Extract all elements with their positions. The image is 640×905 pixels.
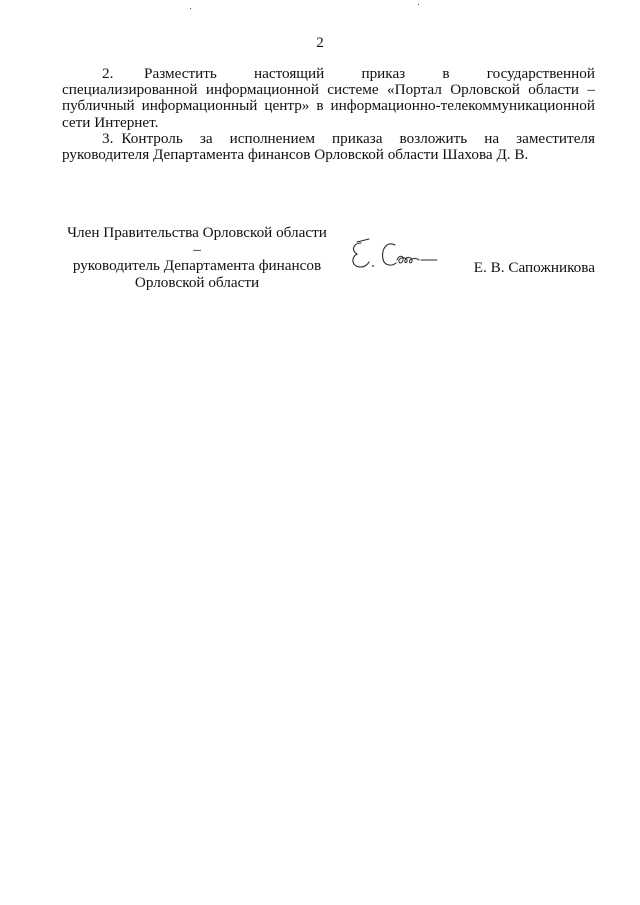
scan-speck <box>190 8 191 9</box>
paragraph-3 <box>62 131 595 163</box>
handwritten-signature <box>347 233 447 275</box>
paragraph-text: Контроль за исполнением приказа возложить на заместителя руководителя Департамента финансов Орловской области Шахова Д. В. <box>62 129 595 164</box>
scan-speck <box>418 4 419 5</box>
page-number: 2 <box>316 35 324 51</box>
signer-title <box>62 225 332 291</box>
document-body <box>62 66 595 163</box>
paragraph-number: 3. <box>102 129 114 147</box>
signer-title-line: Член Правительства Орловской области – <box>67 224 327 258</box>
signer-name: Е. В. Сапожникова <box>473 259 595 276</box>
signer-title-line: руководитель Департамента финансов <box>72 257 322 274</box>
paragraph-text: Разместить настоящий приказ в государственной специализированной информационной системе «Портал Орловской области – публичный информационный центр» в информационно-телекоммуникационной сети Интернет. <box>62 65 595 131</box>
signer-title-line: Орловской области <box>134 273 260 291</box>
paragraph-number: 2. <box>102 65 114 82</box>
signature-block <box>62 224 595 291</box>
paragraph-2 <box>62 66 595 131</box>
